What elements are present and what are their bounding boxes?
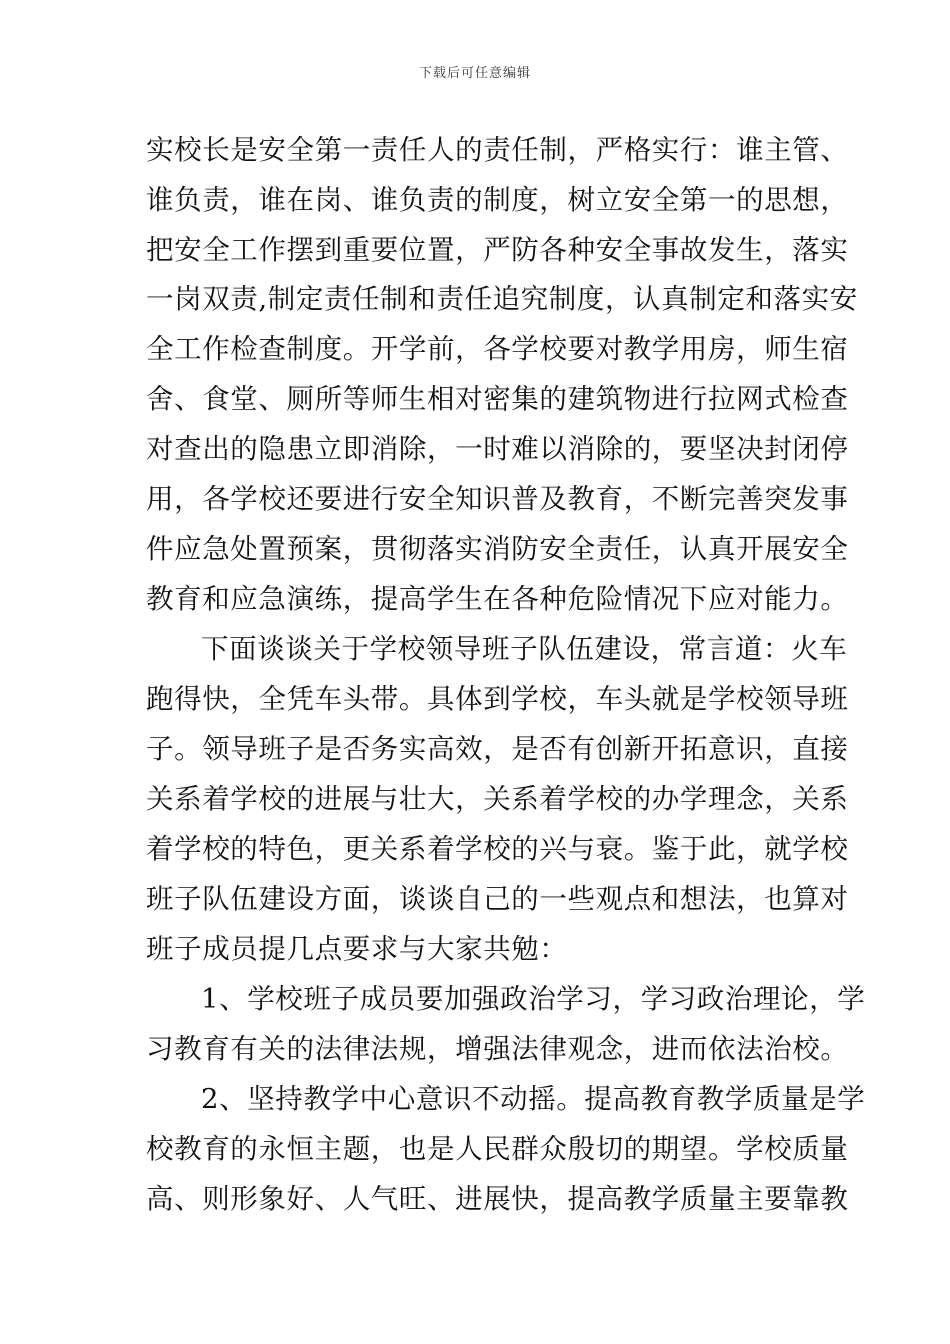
text-line: 跑得快，全凭车头带。具体到学校，车头就是学校领导班: [146, 683, 849, 715]
text-line: 谁负责，谁在岗、谁负责的制度，树立安全第一的思想，: [146, 184, 849, 216]
text-line: 子。领导班子是否务实高效，是否有创新开拓意识，直接: [146, 733, 849, 765]
text-line: 全工作检查制度。开学前，各学校要对教学用房，师生宿: [146, 333, 849, 365]
text-line: 件应急处置预案，贯彻落实消防安全责任，认真开展安全: [146, 533, 849, 565]
text-line: 对查出的隐患立即消除，一时难以消除的，要坚决封闭停: [146, 433, 849, 465]
text-line: 实校长是安全第一责任人的责任制，严格实行：谁主管、: [146, 134, 849, 166]
text-line: 班子成员提几点要求与大家共勉：: [146, 933, 568, 965]
text-line: 用，各学校还要进行安全知识普及教育，不断完善突发事: [146, 483, 849, 515]
text-line: 教育和应急演练，提高学生在各种危险情况下应对能力。: [146, 583, 849, 615]
text-line: 校教育的永恒主题，也是人民群众殷切的期望。学校质量: [146, 1133, 849, 1165]
text-line: 着学校的特色，更关系着学校的兴与衰。鉴于此，就学校: [146, 833, 849, 865]
text-line: 一岗双责,制定责任制和责任追究制度，认真制定和落实安: [146, 283, 858, 315]
text-line: 班子队伍建设方面，谈谈自己的一些观点和想法，也算对: [146, 883, 849, 915]
text-line: 习教育有关的法律法规，增强法律观念，进而依法治校。: [146, 1033, 849, 1065]
text-line: 把安全工作摆到重要位置，严防各种安全事故发生，落实: [146, 234, 849, 266]
text-line: 高、则形象好、人气旺、进展快，提高教学质量主要靠教: [146, 1183, 849, 1215]
page-header: 下载后可任意编辑: [418, 66, 531, 81]
text-line: 关系着学校的进展与壮大，关系着学校的办学理念，关系: [146, 783, 849, 815]
paragraph-first-line: 2、坚持教学中心意识不动摇。提高教育教学质量是学: [201, 1083, 866, 1115]
text-line: 舍、食堂、厕所等师生相对密集的建筑物进行拉网式检查: [146, 383, 849, 415]
paragraph-first-line: 下面谈谈关于学校领导班子队伍建设，常言道：火车: [201, 633, 848, 665]
paragraph-first-line: 1、学校班子成员要加强政治学习，学习政治理论，学: [201, 983, 866, 1015]
